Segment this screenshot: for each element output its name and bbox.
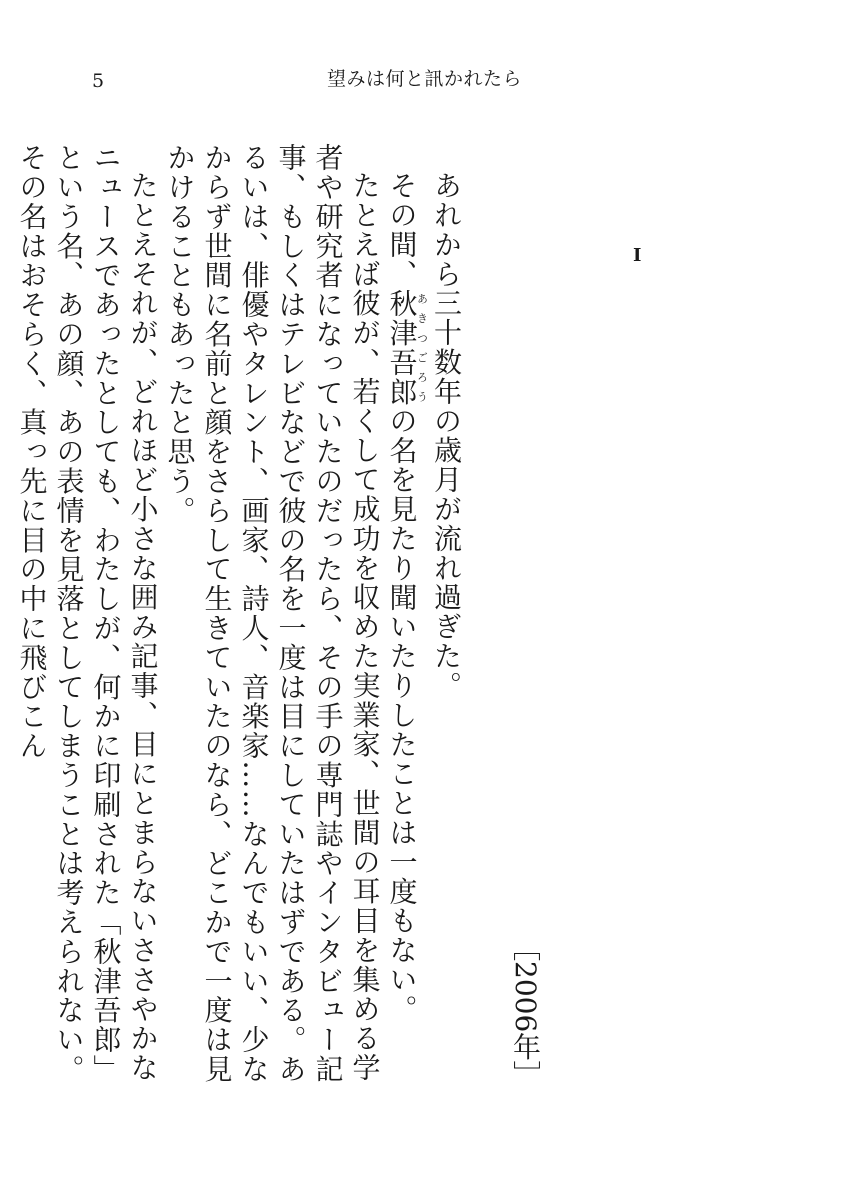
body-text [15,143,465,1103]
page-number: 5 [92,70,105,92]
running-title: 望みは何と訊かれたら [327,68,523,90]
paragraph-2-end: の名を見たり聞いたりしたことは一度もない。 [385,406,419,1024]
paragraph-4: たとえそれが、どれほど小さな囲み記事、目にとまらないささやかなニュースであったとしても、わたしが、何かに印刷された「秋津吾郎」という名、あの顔、あの表情を見落としてしまうことは考えられない。その名はおそらく、真っ先に目の中に飛びこん [15,143,160,1084]
paragraph-2-start: その間、 [385,171,419,289]
paragraph-3: たとえば彼が、若くして成功を収めた実業家、世間の耳目を集める学者や研究者になっていたのだったら、その手の専門誌やインタビュー記事、もしくはテレビなどで彼の名を一度は目にしていたはずである。あるいは、俳優やタレント、画家、詩人、音楽家……なんでもいい、少なからず世間に名前と顔をさらして生きていたのなら、どこかで一度は見かけることもあったと思う。 [163,143,382,1084]
name-ruby [385,288,429,407]
name-ruby-base: 秋津吾郎 [385,288,419,407]
name-ruby-reading: あきつごろう [415,288,429,407]
section-number: I [633,245,642,266]
paragraph-2 [384,143,429,1103]
paragraph-1: あれから三十数年の歳月が流れ過ぎた。 [430,171,463,701]
year-label: ［2006年］ [509,933,542,1089]
